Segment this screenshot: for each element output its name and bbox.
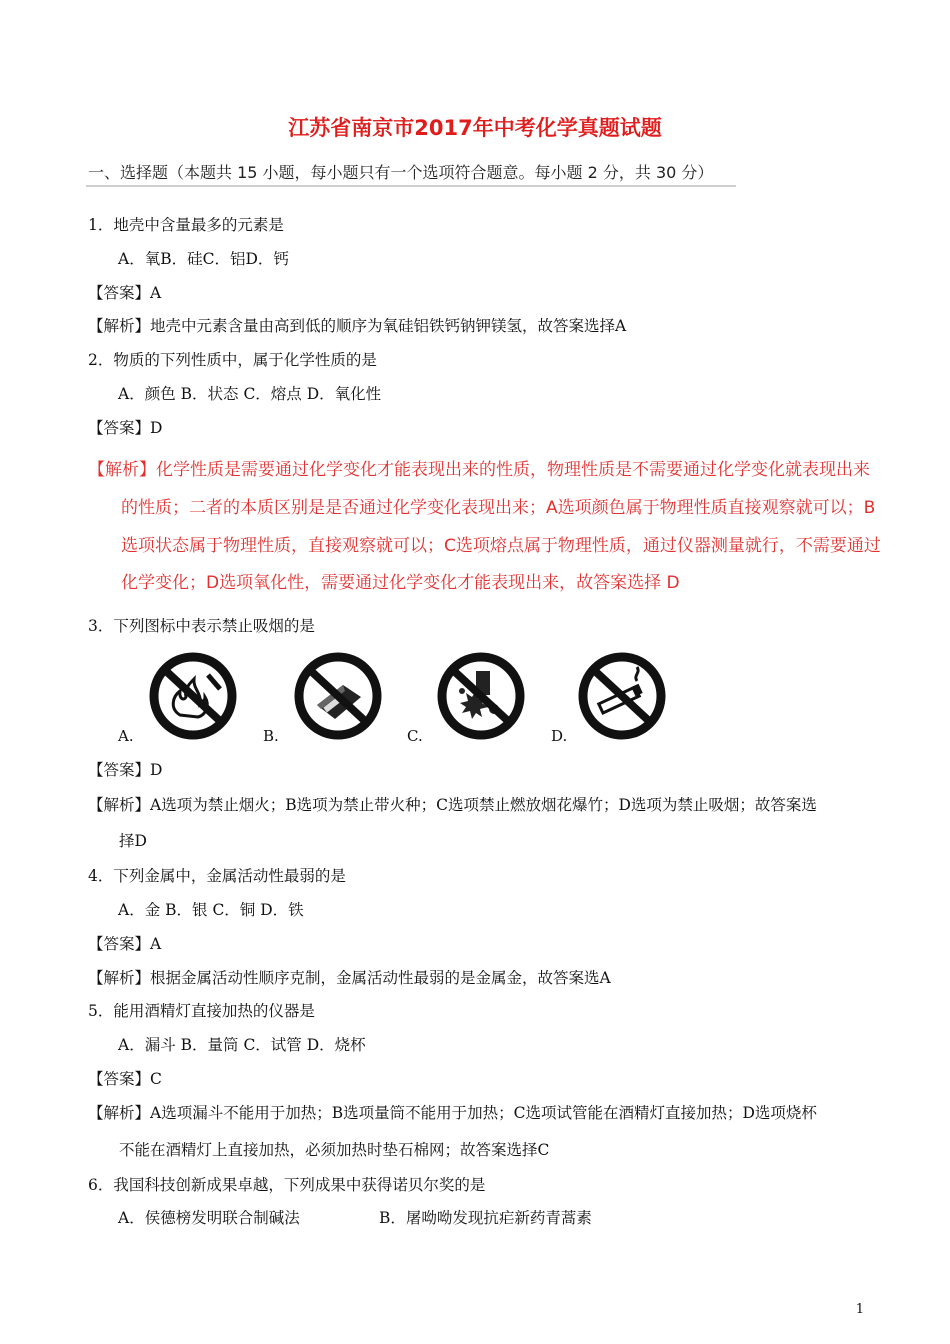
- q3-option-label-a: A.: [118, 727, 134, 745]
- q3-option-label-d: D.: [551, 727, 568, 745]
- q4-answer: 【答案】A: [88, 935, 162, 953]
- q3-option-label-b: B.: [263, 727, 279, 745]
- q5-analysis-line: 不能在酒精灯上直接加热，必须加热时垫石棉网；故答案选择C: [119, 1141, 550, 1159]
- q2-stem: 2．物质的下列性质中，属于化学性质的是: [88, 351, 377, 369]
- q1-stem: 1．地壳中含量最多的元素是: [88, 216, 284, 234]
- q5-answer: 【答案】C: [88, 1070, 162, 1088]
- q3-analysis-line: 【解析】A选项为禁止烟火；B选项为禁止带火种；C选项禁止燃放烟花爆竹；D选项为禁止吸烟；故答案选: [88, 796, 817, 814]
- q2-analysis-line: 的性质；二者的本质区别是是否通过化学变化表现出来；A选项颜色属于物理性质直接观察就可以；B: [121, 498, 876, 518]
- q5-analysis-line: 【解析】A选项漏斗不能用于加热；B选项量筒不能用于加热；C选项试管能在酒精灯直接加热；D选项烧杯: [88, 1104, 817, 1122]
- q2-analysis-line: 选项状态属于物理性质，直接观察就可以；C选项熔点属于物理性质，通过仪器测量就行，不需要通过: [121, 536, 881, 556]
- q1-analysis: 【解析】地壳中元素含量由高到低的顺序为氧硅铝铁钙钠钾镁氢，故答案选择A: [88, 317, 627, 335]
- page-title: 江苏省南京市2017年中考化学真题试题: [288, 116, 662, 140]
- section-header: 一、选择题（本题共 15 小题，每小题只有一个选项符合题意。每小题 2 分，共 30 分）: [88, 163, 714, 182]
- no-fireworks-icon: [436, 651, 526, 741]
- q5-stem: 5．能用酒精灯直接加热的仪器是: [88, 1002, 315, 1020]
- page-number: 1: [855, 1302, 864, 1317]
- q3-option-label-c: C.: [407, 727, 423, 745]
- q3-analysis-line: 择D: [119, 832, 147, 850]
- q1-options: A．氧B．硅C．铝D．钙: [118, 250, 289, 268]
- q2-answer: 【答案】D: [88, 419, 163, 437]
- section-divider: [86, 185, 736, 187]
- q4-stem: 4．下列金属中，金属活动性最弱的是: [88, 867, 346, 885]
- q3-answer: 【答案】D: [88, 761, 163, 779]
- q5-options: A．漏斗 B．量筒 C．试管 D．烧杯: [118, 1036, 366, 1054]
- q3-stem: 3．下列图标中表示禁止吸烟的是: [88, 617, 315, 635]
- q6-option-a: A．侯德榜发明联合制碱法: [118, 1209, 300, 1227]
- q6-option-b: B．屠呦呦发现抗疟新药青蒿素: [379, 1209, 592, 1227]
- no-smoking-icon: [577, 651, 667, 741]
- q6-stem: 6．我国科技创新成果卓越，下列成果中获得诺贝尔奖的是: [88, 1176, 486, 1194]
- q4-analysis: 【解析】根据金属活动性顺序克制，金属活动性最弱的是金属金，故答案选A: [88, 969, 611, 987]
- q2-analysis-line: 【解析】化学性质是需要通过化学变化才能表现出来的性质，物理性质是不需要通过化学变化就表现出来: [88, 460, 870, 480]
- q2-options: A．颜色 B．状态 C．熔点 D．氧化性: [118, 385, 382, 403]
- q2-analysis-line: 化学变化；D选项氧化性，需要通过化学变化才能表现出来，故答案选择 D: [121, 573, 680, 593]
- no-open-flame-icon: [148, 651, 238, 741]
- q4-options: A．金 B．银 C．铜 D．铁: [118, 901, 304, 919]
- q1-answer: 【答案】A: [88, 284, 162, 302]
- no-matches-icon: [293, 651, 383, 741]
